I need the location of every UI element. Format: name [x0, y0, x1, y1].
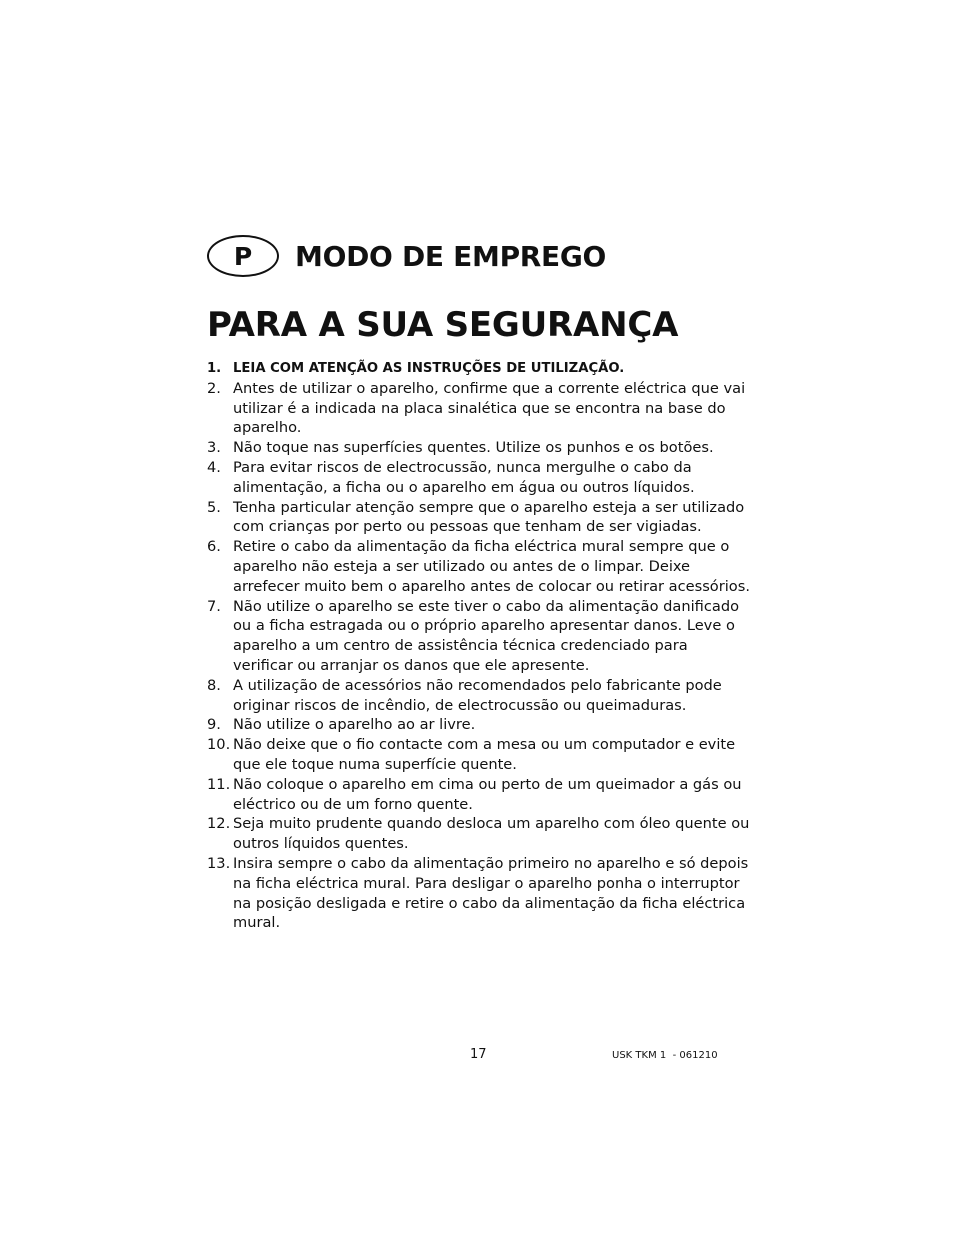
instruction-number: 5. [207, 498, 221, 516]
instruction-item [207, 438, 752, 458]
instruction-text: Não utilize o aparelho se este tiver o cabo da alimentação danificado ou a ficha estragada ou o próprio aparelho apresentar danos. Leve o aparelho a um centro de assistência técnica credenciado para verificar ou arranjar os danos que ele apresente. [233, 597, 740, 674]
instruction-text: Para evitar riscos de electrocussão, nunca mergulhe o cabo da alimentação, a ficha ou o aparelho em água ou outros líquidos. [233, 458, 695, 496]
instruction-item [207, 359, 752, 379]
instruction-number: 4. [207, 458, 221, 476]
language-badge [207, 235, 279, 277]
instruction-number: 1. [207, 361, 222, 376]
instruction-item [207, 814, 752, 854]
manual-header [207, 232, 606, 280]
safety-instructions-list [207, 359, 752, 933]
instruction-item [207, 854, 752, 933]
instruction-number: 9. [207, 716, 221, 734]
instruction-text: LEIA COM ATENÇÃO AS INSTRUÇÕES DE UTILIZAÇÃO. [233, 361, 625, 376]
instruction-item [207, 537, 752, 596]
instruction-item [207, 498, 752, 538]
instruction-number: 12. [207, 815, 231, 833]
instruction-number: 10. [207, 736, 231, 754]
instruction-item [207, 715, 752, 735]
instruction-text: Não deixe que o fio contacte com a mesa ou um computador e evite que ele toque numa superfície quente. [233, 736, 736, 773]
instruction-text: Não toque nas superfícies quentes. Utilize os punhos e os botões. [233, 439, 714, 457]
instruction-text: Antes de utilizar o aparelho, confirme que a corrente eléctrica que vai utilizar é a indicada na placa sinalética que se encontra na base do aparelho. [233, 379, 746, 437]
instruction-text: Não utilize o aparelho ao ar livre. [233, 716, 476, 734]
instruction-text: A utilização de acessórios não recomendados pelo fabricante pode originar riscos de incêndio, de electrocussão ou queimaduras. [233, 676, 722, 714]
instruction-text: Retire o cabo da alimentação da ficha eléctrica mural sempre que o aparelho não esteja a ser utilizado ou antes de o limpar. Deixe arrefecer muito bem o aparelho antes de colocar ou retirar acessórios. [233, 538, 750, 595]
manual-title: MODO DE EMPREGO [295, 239, 607, 273]
page-number: 17 [470, 1047, 487, 1062]
instruction-text: Insira sempre o cabo da alimentação primeiro no aparelho e só depois na ficha eléctrica mural. Para desligar o aparelho ponha o interruptor na posição desligada e retire o cabo da alimentação da ficha eléctrica mural. [233, 854, 749, 932]
instruction-number: 6. [207, 538, 221, 556]
instruction-number: 3. [207, 439, 221, 457]
instruction-number: 8. [207, 676, 221, 694]
instruction-item [207, 458, 752, 498]
section-title: PARA A SUA SEGURANÇA [207, 305, 679, 345]
instruction-text: Não coloque o aparelho em cima ou perto de um queimador a gás ou eléctrico ou de um forno quente. [233, 775, 742, 813]
instruction-number: 2. [207, 379, 221, 397]
instruction-item [207, 597, 752, 676]
instruction-text: Tenha particular atenção sempre que o aparelho esteja a ser utilizado com crianças por perto ou pessoas que tenham de ser vigiadas. [233, 498, 745, 536]
instruction-number: 13. [207, 854, 231, 872]
instruction-item [207, 676, 752, 716]
instruction-item [207, 379, 752, 438]
instruction-item [207, 735, 752, 775]
instruction-item [207, 775, 752, 815]
instruction-number: 7. [207, 597, 221, 615]
language-code: P [233, 241, 253, 271]
instruction-number: 11. [207, 775, 231, 793]
document-code: USK TKM 1 - 061210 [612, 1050, 718, 1061]
instruction-text: Seja muito prudente quando desloca um aparelho com óleo quente ou outros líquidos quentes. [233, 815, 750, 853]
